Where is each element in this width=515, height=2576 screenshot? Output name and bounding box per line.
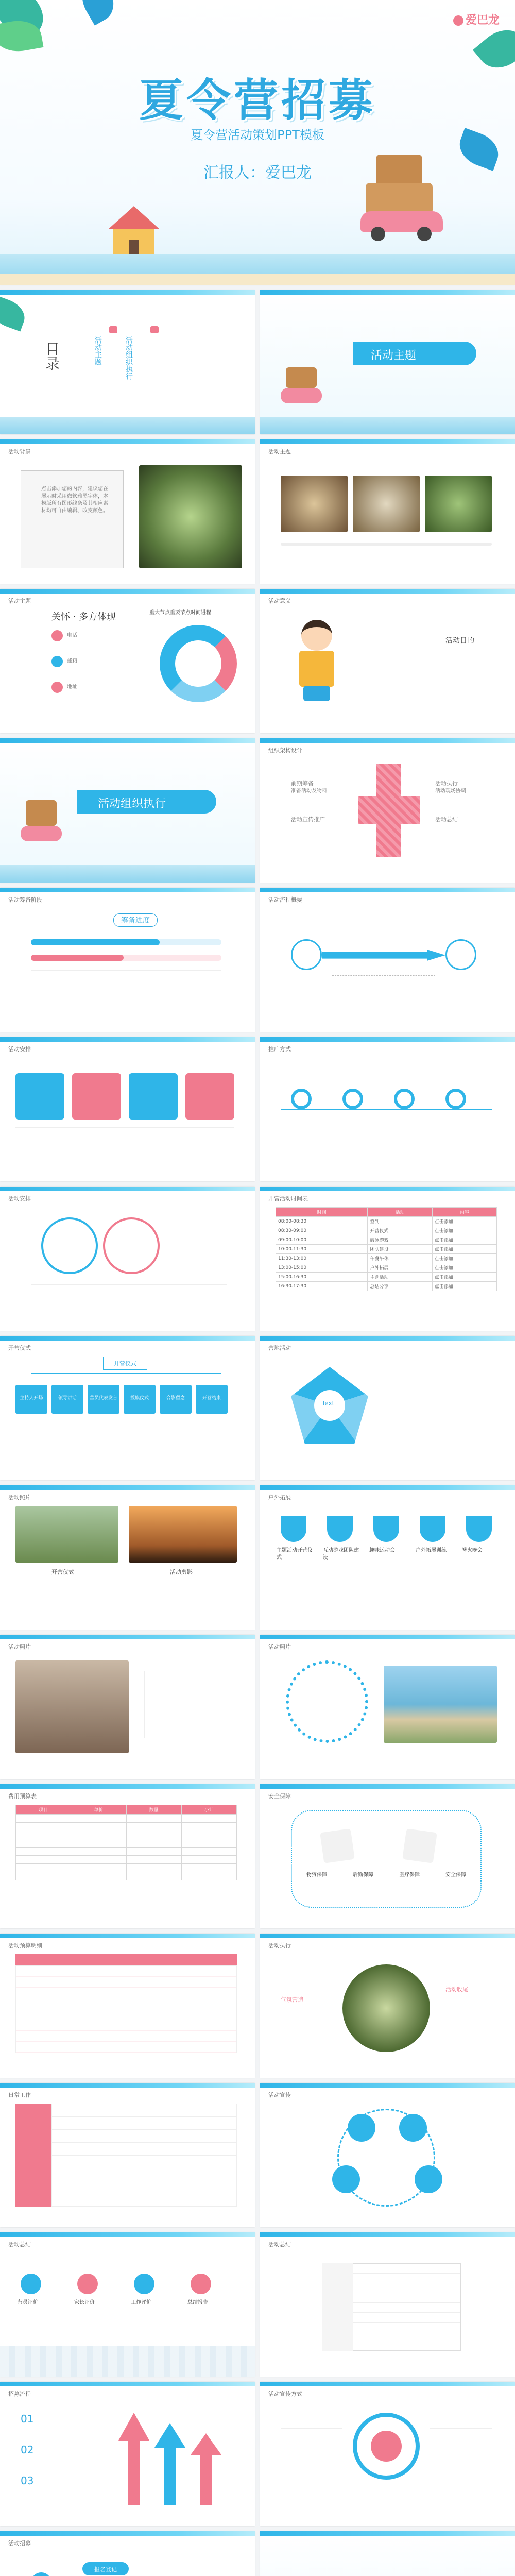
- table-row: 13:00-15:00 户外拓展 点击添加: [276, 1263, 497, 1273]
- slide-header-bar: [260, 1187, 515, 1191]
- note-card: [320, 1828, 355, 1863]
- cross-right-1: 活动执行: [435, 780, 458, 787]
- org-connector: [31, 1373, 221, 1374]
- schedule-grid: [52, 2104, 237, 2207]
- beach-hut-icon: [103, 206, 165, 258]
- trophy-icon: [420, 1516, 445, 1542]
- table-header: 内容: [432, 1208, 496, 1217]
- slide-title: 活动安排: [8, 1046, 31, 1053]
- org-slide[interactable]: [0, 1336, 255, 1480]
- slide-title: 活动意义: [268, 598, 291, 604]
- trophy-icon: [373, 1516, 399, 1542]
- table-row: [16, 1856, 237, 1864]
- table-row: [16, 1848, 237, 1856]
- info-card-4: [185, 1073, 234, 1120]
- slide-title: 活动总结: [268, 2241, 291, 2248]
- photo-caption-2: 活动剪影: [170, 1569, 193, 1575]
- summary-label-1: 营员评价: [18, 2300, 38, 2306]
- kid-slide[interactable]: [260, 589, 515, 733]
- pink-table-header: [15, 1954, 237, 1965]
- luggage-car-icon: [21, 800, 62, 852]
- info-card-1: [15, 1073, 64, 1120]
- slide-header-bar: [260, 888, 515, 892]
- progress-heading: 筹备进度: [113, 913, 158, 927]
- cross-left-1: 前期筹备: [291, 780, 314, 787]
- slide-header-bar: [260, 1934, 515, 1938]
- slide-title: 户外拓展: [268, 1494, 291, 1501]
- cycle-slide[interactable]: [260, 2083, 515, 2227]
- summary-table-side: [322, 2263, 353, 2351]
- table-row: [16, 1872, 237, 1880]
- palm-leaf-icon: [74, 0, 122, 26]
- care-chart-title: 重大节点重要节点时间进程: [149, 610, 211, 616]
- ring-2: [103, 1217, 160, 1274]
- slide-title: 活动照片: [268, 1643, 291, 1650]
- table-row: 16:30-17:30 总结分享 点击添加: [276, 1282, 497, 1291]
- photo-frame: [21, 470, 124, 568]
- slide-header-bar: [260, 1336, 515, 1341]
- person-icon: [31, 2572, 52, 2576]
- photo-3: [425, 476, 492, 532]
- slide-header-bar: [260, 1037, 515, 1042]
- trophy-icon: [281, 1516, 306, 1542]
- care-item-3: 地址: [67, 684, 77, 690]
- slide-title: 活动流程概要: [268, 896, 302, 903]
- slide-header-bar: [0, 1784, 255, 1789]
- table4-slide[interactable]: [260, 2232, 515, 2377]
- map-pin-icon: [394, 1089, 415, 1109]
- slide-header-bar: [260, 589, 515, 594]
- summary-icon-3: [134, 2274, 154, 2294]
- slide-header-bar: [260, 2531, 515, 2536]
- trophy-icon: [327, 1516, 353, 1542]
- slide-title: 组织架构设计: [268, 747, 302, 754]
- logo-text: 爱巴龙: [465, 14, 500, 27]
- slide-title: 开营活动时间表: [268, 1195, 308, 1202]
- table-rows: [15, 1965, 237, 2053]
- toc-item-label: 活动组织执行: [125, 336, 133, 380]
- toc-heading: 目录: [43, 342, 60, 370]
- luggage-car-icon: [281, 367, 322, 414]
- photo-kids-back: [15, 1660, 129, 1753]
- cover-reporter: 汇报人：爱巴龙: [203, 164, 312, 182]
- map-pin-icon: [445, 1089, 466, 1109]
- photo1-slide[interactable]: [0, 1485, 255, 1630]
- care-item-1: 电话: [67, 633, 77, 638]
- icon-label-1: 物资保障: [306, 1872, 327, 1878]
- slide-header-bar: [0, 589, 255, 594]
- org-box-4: 授旗仪式: [124, 1385, 156, 1414]
- photo-field: [15, 1506, 118, 1563]
- intro-slide[interactable]: [0, 439, 255, 584]
- photo-caption-1: 开营仪式: [52, 1569, 74, 1575]
- slide-title: 活动宣传方式: [268, 2391, 302, 2397]
- summary-label-2: 家长评价: [74, 2300, 95, 2306]
- summary-label-3: 工作评价: [131, 2300, 151, 2306]
- summary-icon-1: [21, 2274, 41, 2294]
- slide-header-bar: [0, 1336, 255, 1341]
- toc-item-2[interactable]: [124, 326, 185, 380]
- speech-bubble: 活动目的: [445, 637, 474, 645]
- summary-slide[interactable]: [0, 2232, 255, 2377]
- cup-label-1: 主题活动开营仪式: [277, 1548, 313, 1561]
- target-ring-inner: [371, 2431, 402, 2462]
- slide-title: 活动主题: [8, 598, 31, 604]
- slide-title: 活动筹备阶段: [8, 896, 42, 903]
- slide-header-bar: [0, 1187, 255, 1191]
- table-row: [16, 1864, 237, 1872]
- slide-header-bar: [260, 290, 515, 295]
- target-slide[interactable]: [260, 2382, 515, 2526]
- step-02: 02: [21, 2444, 34, 2456]
- table-row: 08:30-09:00 开营仪式 点击添加: [276, 1226, 497, 1235]
- slide-header-bar: [260, 2083, 515, 2088]
- org-box-1: 主持人开场: [15, 1385, 47, 1414]
- photo-notes: [144, 1671, 237, 1738]
- slide-header-bar: [0, 1485, 255, 1490]
- slide-header-bar: [260, 1784, 515, 1789]
- slide-header-bar: [0, 2382, 255, 2386]
- target-notes-left: [281, 2428, 342, 2464]
- target-notes-right: [430, 2428, 492, 2464]
- table-row: 09:00-10:00 破冰游戏 点击添加: [276, 1235, 497, 1245]
- schedule-slide[interactable]: [0, 2083, 255, 2227]
- step-01: 01: [21, 2413, 34, 2425]
- cup-label-5: 篝火晚会: [462, 1548, 483, 1553]
- org-head: 开营仪式: [103, 1357, 147, 1370]
- slide-header-bar: [0, 888, 255, 892]
- budget-table: [15, 1805, 237, 1880]
- photo-sunset: [129, 1506, 237, 1563]
- slide-header-bar: [0, 1934, 255, 1938]
- up-arrow-icon: [118, 2413, 149, 2505]
- info-card-2: [72, 1073, 121, 1120]
- slide-header-bar: [260, 439, 515, 444]
- cross-right-2: 活动现场协调: [435, 788, 466, 794]
- pins-baseline: [281, 1109, 492, 1110]
- summary-icon-2: [77, 2274, 98, 2294]
- logo: [453, 11, 500, 27]
- table-header: 数量: [126, 1805, 181, 1815]
- step-03: 03: [21, 2475, 34, 2487]
- cycle-node: [332, 2165, 360, 2193]
- ring-1: [41, 1217, 98, 1274]
- slide-title: 活动总结: [8, 2241, 31, 2248]
- luggage-car-icon: [360, 155, 443, 242]
- table-row: [16, 1831, 237, 1839]
- icon-label-2: 后勤保障: [353, 1872, 373, 1878]
- ring-notes: [31, 1284, 227, 1305]
- cross-left-2: 准备活动及物料: [291, 788, 327, 794]
- intro-body: 点击添加您的内容，建议您在展示时采用微软雅黑字体，本模版所有图形线条及其相应素材均可自由编辑、改变颜色。: [41, 486, 108, 514]
- circles-slide[interactable]: [0, 1187, 255, 1331]
- photo-sea: [384, 1666, 497, 1743]
- cross-diagram: [358, 764, 420, 857]
- slide-title: 日常工作: [8, 2092, 31, 2098]
- slide-title: 营地活动: [268, 1345, 291, 1351]
- org-box-5: 合影留念: [160, 1385, 192, 1414]
- toc-item-label: 活动主题: [94, 336, 102, 365]
- table-row: 11:30-13:00 午餐午休 点击添加: [276, 1254, 497, 1263]
- location-icon: [52, 682, 63, 693]
- slide-title: 推广方式: [268, 1046, 291, 1053]
- ring-diagram: [160, 625, 237, 702]
- flow-note: [332, 975, 435, 991]
- table-header: 时间: [276, 1208, 368, 1217]
- cup-label-2: 互动游戏团队建设: [323, 1548, 359, 1561]
- trophy-icon: [466, 1516, 492, 1542]
- care-heading: 关怀 · 多方体现: [52, 612, 116, 622]
- table-row: 15:00-16:30 主题活动 点击添加: [276, 1273, 497, 1282]
- table-header: 单价: [71, 1805, 126, 1815]
- slide-title: 活动照片: [8, 1643, 31, 1650]
- cycle-node: [415, 2165, 442, 2193]
- icon-label-4: 安全保障: [445, 1872, 466, 1878]
- flow-circle-1: [291, 939, 322, 970]
- map-pin-icon: [291, 1089, 312, 1109]
- callout-1: 气氛营造: [281, 1996, 303, 2003]
- sea-band: [260, 417, 515, 434]
- cover-title: 夏令营招募: [139, 75, 376, 126]
- slide-header-bar: [0, 1635, 255, 1639]
- photo-group-hands: [139, 465, 242, 568]
- slide-header-bar: [0, 738, 255, 743]
- photo-hands-circle: [342, 1964, 430, 2052]
- cross-slide[interactable]: [260, 738, 515, 883]
- flow-arrow: [322, 950, 445, 961]
- table-row: 08:00-08:30 签到 点击添加: [276, 1217, 497, 1226]
- section-title: 活动主题: [371, 349, 417, 362]
- cards-slide[interactable]: [0, 1037, 255, 1181]
- cups-slide[interactable]: [260, 1485, 515, 1630]
- leaves-slide[interactable]: [0, 2531, 255, 2576]
- progress-fill-2: [31, 955, 124, 961]
- phone-icon: [52, 630, 63, 641]
- hex-slide[interactable]: [260, 1336, 515, 1480]
- toc-item-icon: [150, 326, 159, 333]
- table1-slide[interactable]: [260, 1187, 515, 1331]
- up-arrow-icon: [191, 2433, 221, 2505]
- table2-slide[interactable]: [0, 1784, 255, 1928]
- photos-slide[interactable]: [260, 439, 515, 584]
- progress-note: [31, 970, 221, 991]
- kid-body: [299, 651, 334, 687]
- photo-2: [353, 476, 420, 532]
- toc-item-icon: [109, 326, 117, 333]
- summary-icon-4: [191, 2274, 211, 2294]
- kid-head: [301, 620, 332, 651]
- section-title: 活动组织执行: [98, 798, 166, 810]
- cover-subtitle: 夏令营活动策划PPT模板: [191, 128, 324, 142]
- mail-icon: [52, 656, 63, 667]
- slide-title: 活动照片: [8, 1494, 31, 1501]
- slide-title: 活动招募: [8, 2540, 31, 2547]
- kids-photo-slide[interactable]: [0, 1635, 255, 1779]
- section2-slide[interactable]: [0, 738, 255, 883]
- toc-slide[interactable]: [0, 290, 255, 434]
- logo-mark-icon: [453, 15, 464, 26]
- photo2-slide[interactable]: [260, 1934, 515, 2078]
- cross-right-3: 活动总结: [435, 816, 458, 823]
- sand-band: [0, 274, 515, 285]
- slide-title: 费用预算表: [8, 1793, 37, 1800]
- pins-slide[interactable]: [260, 1037, 515, 1181]
- progress-fill-1: [31, 939, 160, 945]
- callout-2: 活动收尾: [445, 1986, 468, 1993]
- table-header: 活动: [368, 1208, 432, 1217]
- card-notes: [15, 1127, 234, 1158]
- slide-header-bar: [260, 1635, 515, 1639]
- org-notes: [15, 1429, 232, 1454]
- map-pin-icon: [342, 1089, 363, 1109]
- table-header: 项目: [16, 1805, 71, 1815]
- table-row: [16, 1823, 237, 1831]
- icons-slide[interactable]: [260, 1784, 515, 1928]
- table3-slide[interactable]: [0, 1934, 255, 2078]
- slide-header-bar: [260, 2382, 515, 2386]
- slide-header-bar: [260, 1485, 515, 1490]
- photo-1: [281, 476, 348, 532]
- slide-title: 活动执行: [268, 1942, 291, 1949]
- slide-title: 招募流程: [8, 2391, 31, 2397]
- section1-slide[interactable]: [260, 290, 515, 434]
- slide-header-bar: [0, 2531, 255, 2536]
- care-slide[interactable]: [0, 589, 255, 733]
- info-card-3: [129, 1073, 178, 1120]
- cross-left-3: 活动宣传推广: [291, 816, 325, 823]
- schedule-left-col: [15, 2104, 52, 2207]
- flow-circle-2: [445, 939, 476, 970]
- palm-leaf-icon: [0, 295, 29, 332]
- sea-photo-slide[interactable]: [260, 1635, 515, 1779]
- steps-slide[interactable]: [0, 2382, 255, 2526]
- summary-label-4: 总结报告: [187, 2300, 208, 2306]
- slide-header-bar: [260, 738, 515, 743]
- cover-slide[interactable]: [0, 0, 515, 285]
- icon-label-3: 医疗保障: [399, 1872, 420, 1878]
- slide-title: 活动预算明细: [8, 1942, 42, 1949]
- slide-title: 活动主题: [268, 448, 291, 455]
- org-box-2: 领导讲话: [52, 1385, 83, 1414]
- cycle-node: [348, 2114, 375, 2142]
- hex-center-label: Text: [322, 1400, 335, 1407]
- arrow-slide[interactable]: [260, 888, 515, 1032]
- slide-title: 活动安排: [8, 1195, 31, 1202]
- city-skyline: [0, 2346, 255, 2377]
- slide-header-bar: [0, 2083, 255, 2088]
- slide-header-bar: [0, 2232, 255, 2237]
- cup-label-3: 趣味运动会: [369, 1548, 395, 1553]
- slide-header-bar: [0, 439, 255, 444]
- leaf-step-1: 报名登记: [82, 2562, 129, 2575]
- sea-band: [0, 417, 255, 434]
- caption-bar: [281, 543, 492, 546]
- slide-header-bar: [0, 290, 255, 295]
- flower-badge: [286, 1660, 368, 1743]
- sea-band: [0, 865, 255, 883]
- table-row: [16, 1815, 237, 1823]
- slide-title: 安全保障: [268, 1793, 291, 1800]
- org-box-6: 开营结束: [196, 1385, 228, 1414]
- slide-title: 活动背景: [8, 448, 31, 455]
- note-card: [402, 1828, 437, 1863]
- up-arrow-icon: [154, 2423, 185, 2505]
- slide-title: 开营仪式: [8, 1345, 31, 1351]
- org-box-3: 营员代表发言: [88, 1385, 119, 1414]
- schedule-table: [276, 1207, 497, 1291]
- table-row: [16, 1839, 237, 1848]
- slide-header-bar: [0, 1037, 255, 1042]
- dotted-frame: [291, 1810, 482, 1908]
- progress-slide[interactable]: [0, 888, 255, 1032]
- cycle-node: [399, 2114, 427, 2142]
- section3-slide[interactable]: [260, 2531, 515, 2576]
- kid-legs: [303, 686, 330, 701]
- care-item-2: 邮箱: [67, 658, 77, 664]
- table-row: 10:00-11:30 团队建设 点击添加: [276, 1245, 497, 1254]
- table-header: 小计: [181, 1805, 236, 1815]
- hex-notes: [394, 1372, 497, 1444]
- cup-label-4: 户外拓展训练: [416, 1548, 447, 1553]
- slide-title: 活动宣传: [268, 2092, 291, 2098]
- slide-header-bar: [260, 2232, 515, 2237]
